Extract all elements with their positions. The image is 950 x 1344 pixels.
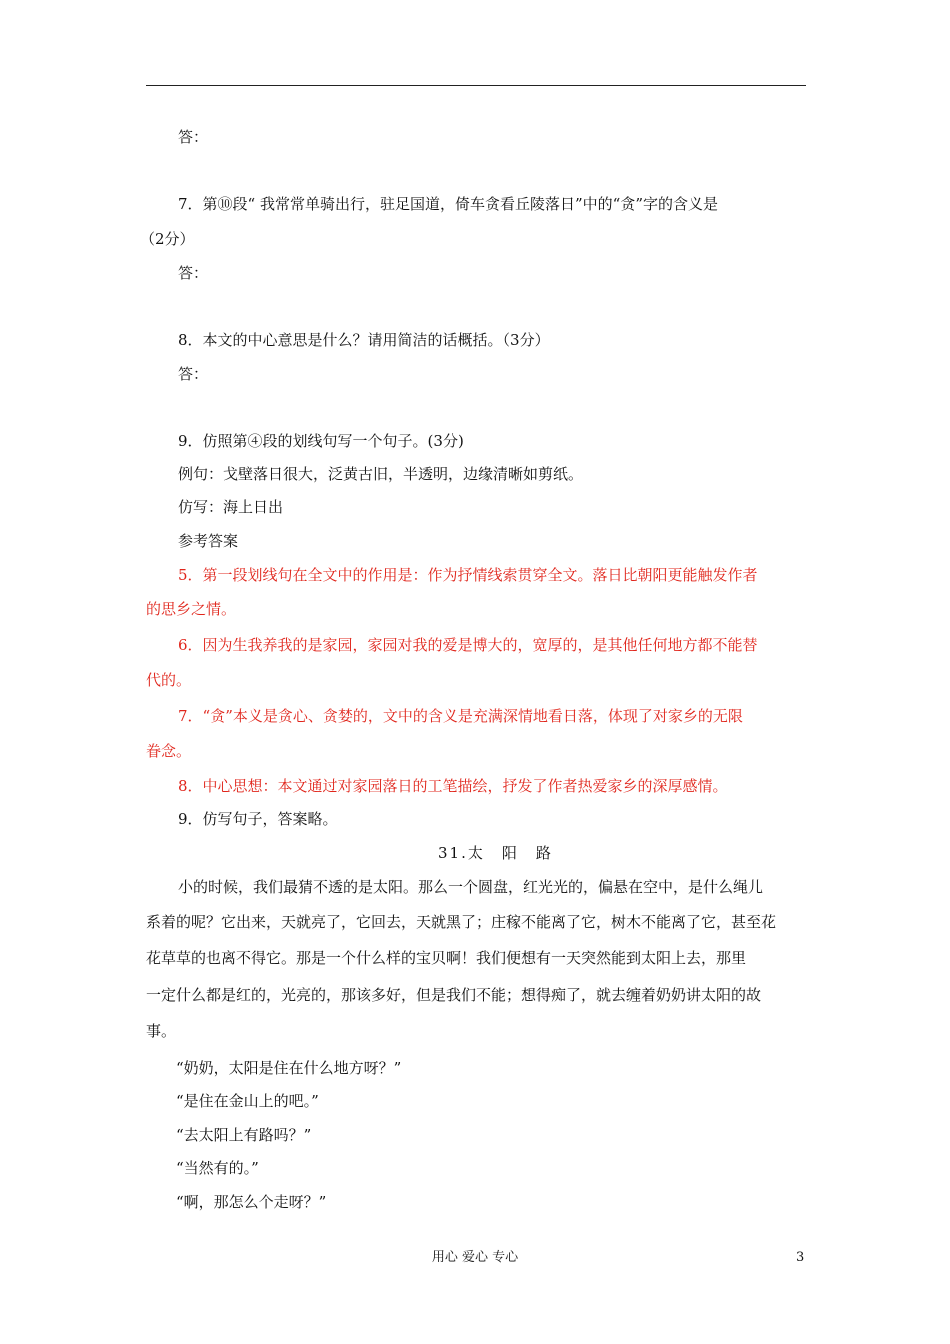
question-9: 9．仿照第④段的划线句写一个句子。(3分) <box>178 432 464 450</box>
article-para-1-line-2: 系着的呢？它出来，天就亮了，它回去，天就黑了；庄稼不能离了它，树木不能离了它，甚至花 <box>146 913 777 931</box>
article-para-1-line-1: 小的时候，我们最猜不透的是太阳。那么一个圆盘，红光光的，偏悬在空中，是什么绳儿 <box>178 878 764 896</box>
answer-6-line-1: 6．因为生我养我的是家园，家园对我的爱是博大的，宽厚的，是其他任何地方都不能替 <box>178 636 758 654</box>
answer-6-line-2: 代的。 <box>146 671 192 689</box>
answer-9: 9．仿写句子，答案略。 <box>178 810 338 828</box>
answer-5-line-2: 的思乡之情。 <box>146 600 237 618</box>
answer-7-line-2: 眷念。 <box>146 742 192 760</box>
answer-7-line-1: 7．“贪”本义是贪心、贪婪的，文中的含义是充满深情地看日落，体现了对家乡的无限 <box>178 707 743 725</box>
article-para-1-line-4: 一定什么都是红的，光亮的，那该多好，但是我们不能；想得痴了，就去缠着奶奶讲太阳的故 <box>146 986 762 1004</box>
question-7: 7．第⑩段“ 我常常单骑出行，驻足国道，倚车贪看丘陵落日”中的“贪”字的含义是 <box>178 195 718 213</box>
answer-5-line-1: 5．第一段划线句在全文中的作用是：作为抒情线索贯穿全文。落日比朝阳更能触发作者 <box>178 566 758 584</box>
article-para-1-line-5: 事。 <box>146 1022 177 1040</box>
q8-answer-label: 答： <box>178 365 209 383</box>
page-number: 3 <box>796 1250 805 1265</box>
question-9-example: 例句：戈壁落日很大，泛黄古旧，半透明，边缘清晰如剪纸。 <box>178 465 584 483</box>
dialogue-line-5: “啊，那怎么个走呀？” <box>176 1193 327 1211</box>
dialogue-line-4: “当然有的。” <box>176 1159 259 1177</box>
q6-answer-label: 答： <box>178 128 209 146</box>
question-8: 8．本文的中心意思是什么？请用简洁的话概括。（3分） <box>178 331 550 349</box>
article-title: 31.太 阳 路 <box>438 844 553 862</box>
footer-motto: 用心 爱心 专心 <box>431 1250 519 1265</box>
dialogue-line-3: “去太阳上有路吗？” <box>176 1126 312 1144</box>
dialogue-line-2: “是住在金山上的吧。” <box>176 1092 319 1110</box>
question-7-points: （2分） <box>140 230 195 248</box>
dialogue-line-1: “奶奶，太阳是住在什么地方呀？” <box>176 1059 402 1077</box>
article-para-1-line-3: 花草草的也离不得它。那是一个什么样的宝贝啊！我们便想有一天突然能到太阳上去，那里 <box>146 949 747 967</box>
answer-8: 8．中心思想：本文通过对家园落日的工笔描绘，抒发了作者热爱家乡的深厚感情。 <box>178 777 728 795</box>
header-rule <box>146 85 806 86</box>
question-9-imitate: 仿写：海上日出 <box>178 498 284 516</box>
q7-answer-label: 答： <box>178 264 209 282</box>
answers-heading: 参考答案 <box>178 532 239 550</box>
